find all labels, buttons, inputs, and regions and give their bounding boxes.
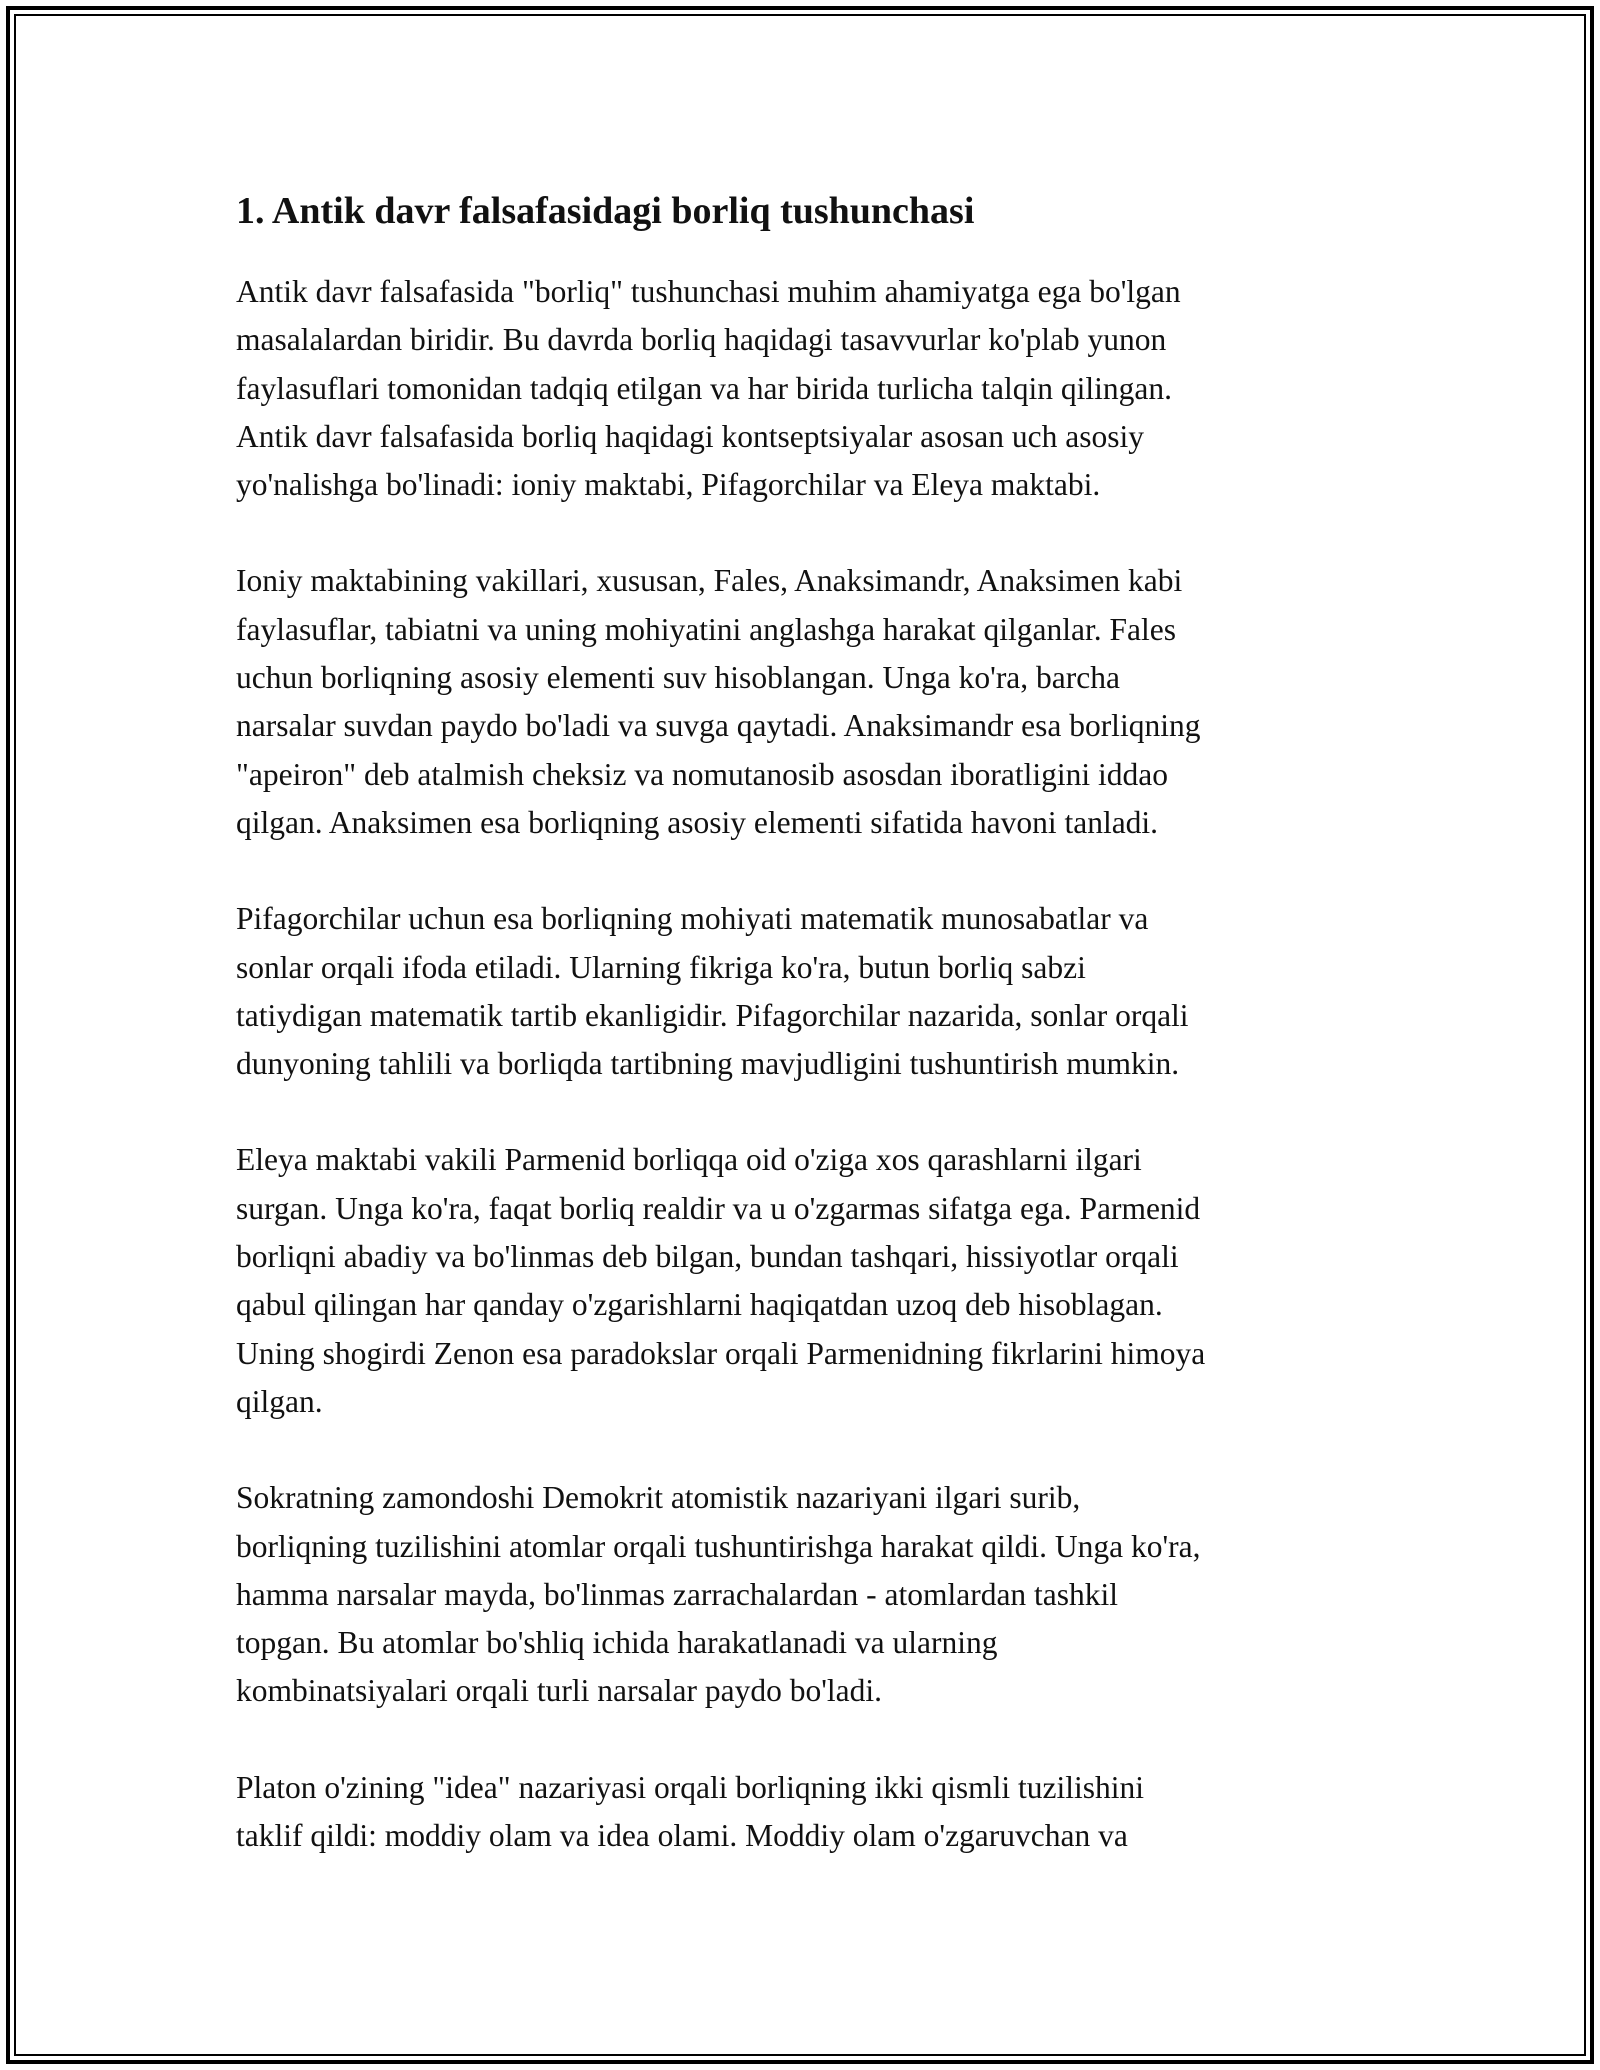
- document-body: [236, 186, 1376, 1908]
- paragraph-democritus: Sokratning zamondoshi Demokrit atomistik nazariyani ilgari surib, borliqning tuzilishini atomlar orqali tushuntirishga harakat qildi. Unga ko'ra, hamma narsalar mayda, bo'linmas zarrachalardan - atomlardan tashkil topgan. Bu atomlar bo'shliq ichida harakatlanadi va ularning kombinatsiyalari orqali turli narsalar paydo bo'ladi.: [236, 1480, 1201, 1709]
- paragraph-introduction: Antik davr falsafasida "borliq" tushunchasi muhim ahamiyatga ega bo'lgan masalalardan biridir. Bu davrda borliq haqidagi tasavvurlar ko'plab yunon faylasuflari tomonidan tadqiq etilgan va har birida turlicha talqin qilingan. Antik davr falsafasida borliq haqidagi kontseptsiyalar asosan uch asosiy yo'nalishga bo'linadi: ioniy maktabi, Pifagorchilar va Eleya maktabi.: [236, 274, 1181, 503]
- paragraph-eleatic-school: Eleya maktabi vakili Parmenid borliqqa oid o'ziga xos qarashlarni ilgari surgan. Unga ko'ra, faqat borliq realdir va u o'zgarmas sifatga ega. Parmenid borliqni abadiy va bo'linmas deb bilgan, bundan tashqari, hissiyotlar orqali qabul qilingan har qanday o'zgarishlarni haqiqatdan uzoq deb hisoblagan. Uning shogirdi Zenon esa paradokslar orqali Parmenidning fikrlarini himoya qilgan.: [236, 1142, 1206, 1419]
- paragraph-pythagoreans: Pifagorchilar uchun esa borliqning mohiyati matematik munosabatlar va sonlar orqali ifoda etiladi. Ularning fikriga ko'ra, butun borliq sabzi tatiydigan matematik tartib ekanligidir. Pifagorchilar nazarida, sonlar orqali dunyoning tahlili va borliqda tartibning mavjudligini tushuntirish mumkin.: [236, 901, 1189, 1082]
- document-title: 1. Antik davr falsafasidagi borliq tushunchasi: [236, 190, 975, 232]
- paragraph-plato: Platon o'zining "idea" nazariyasi orqali borliqning ikki qismli tuzilishini taklif qildi: moddiy olam va idea olami. Moddiy olam o'zgaruvchan va: [236, 1769, 1145, 1854]
- paragraph-ionian-school: Ioniy maktabining vakillari, xususan, Fales, Anaksimandr, Anaksimen kabi faylasuflar, tabiatni va uning mohiyatini anglashga harakat qilganlar. Fales uchun borliqning asosiy elementi suv hisoblangan. Unga ko'ra, barcha narsalar suvdan paydo bo'ladi va suvga qaytadi. Anaksimandr esa borliqning "apeiron" deb atalmish cheksiz va nomutanosib asosdan iboratligini iddao qilgan. Anaksimen esa borliqning asosiy elementi sifatida havoni tanladi.: [236, 563, 1201, 840]
